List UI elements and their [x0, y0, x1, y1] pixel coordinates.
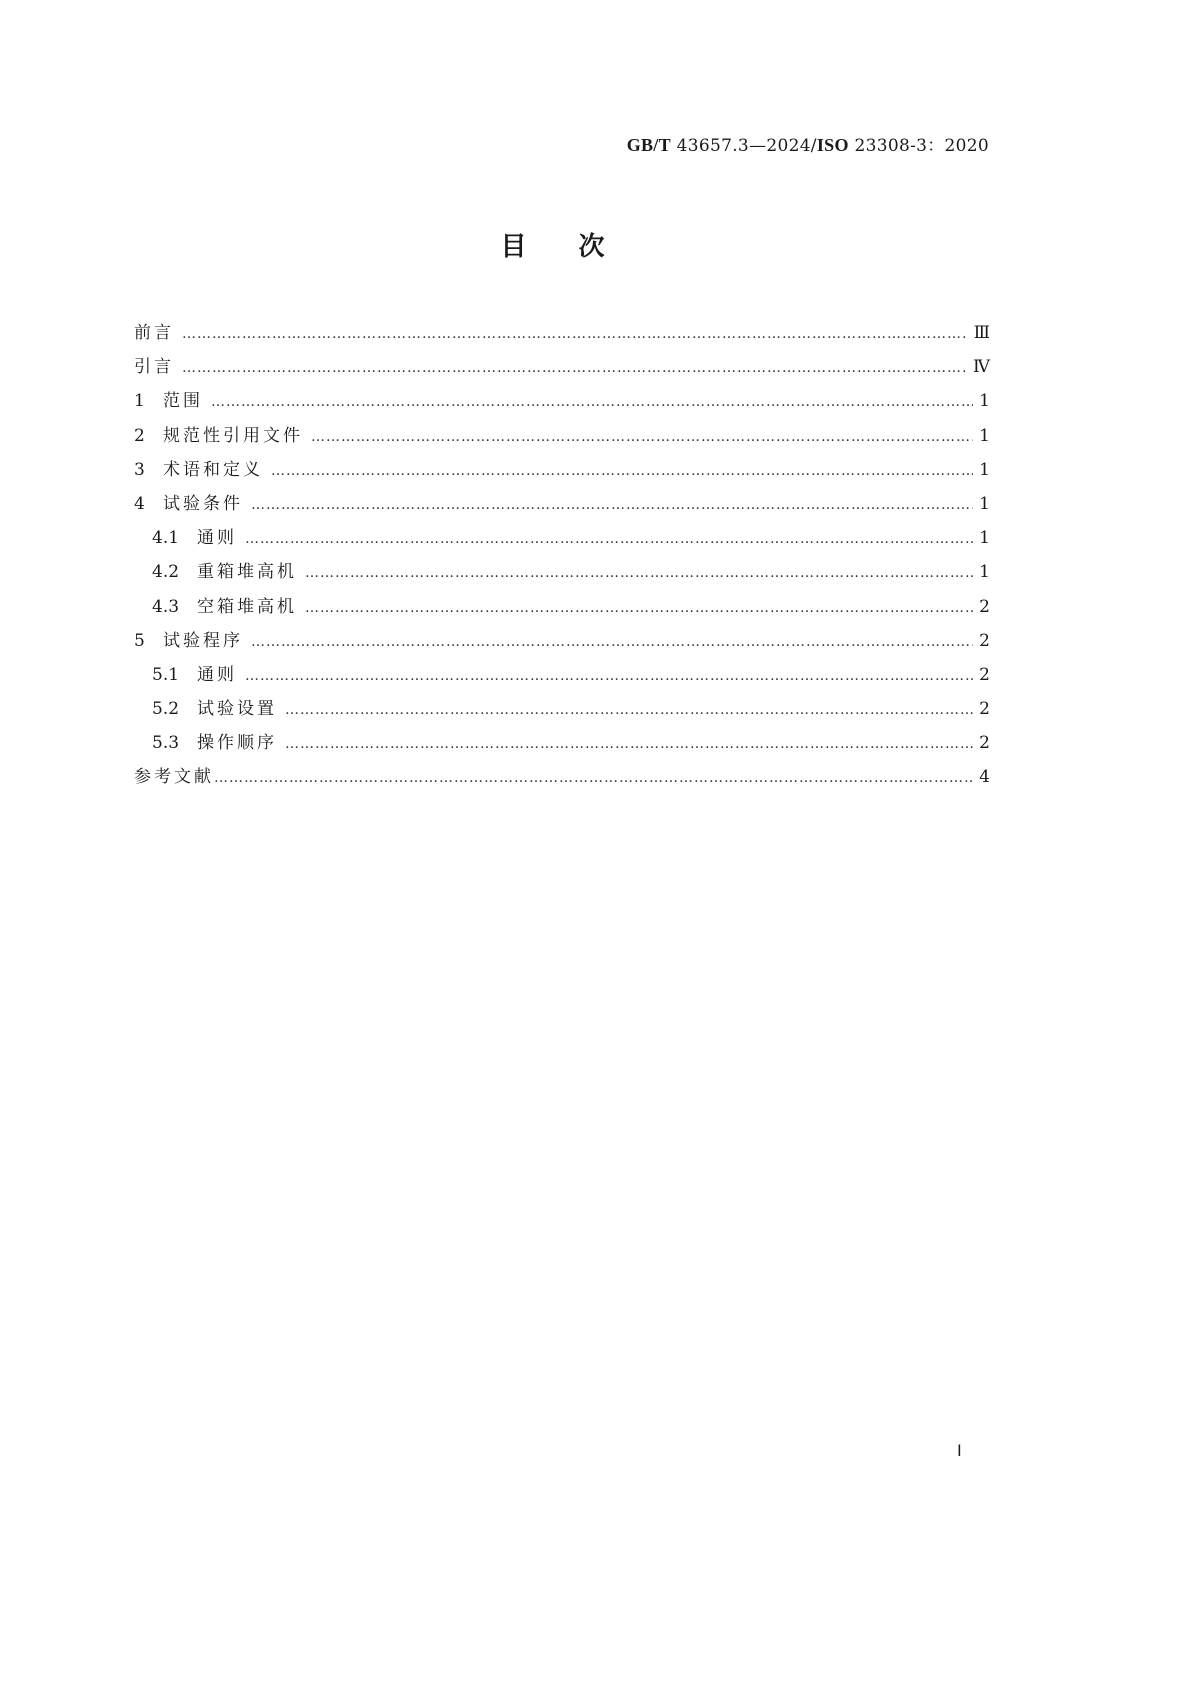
toc-entry-label: 参考文献: [134, 767, 214, 788]
toc-entry-page: Ⅲ: [973, 323, 990, 343]
toc-entry-label: 试验程序: [163, 630, 243, 651]
toc-entry[interactable]: [134, 694, 990, 728]
toc-entry-label: 引言: [134, 357, 174, 378]
toc-entry[interactable]: [134, 626, 990, 660]
toc-leader-dots: [182, 360, 967, 376]
toc-entry-number: 5: [134, 630, 145, 651]
toc-entry-page: 1: [979, 493, 990, 514]
toc-leader-dots: [251, 634, 973, 650]
toc-entry-number: 5.1: [152, 664, 180, 685]
standard-iso-prefix: ISO: [816, 135, 849, 155]
toc-leader-dots: [182, 326, 968, 342]
toc-entry-label: 操作顺序: [197, 733, 277, 754]
toc-entry[interactable]: [134, 352, 990, 386]
toc-leader-dots: [285, 702, 973, 718]
toc-entry[interactable]: [134, 386, 990, 420]
toc-entry-label: 规范性引用文件: [163, 425, 303, 446]
toc-entry[interactable]: [134, 660, 990, 694]
toc-entry-page: 1: [979, 528, 990, 549]
toc-leader-dots: [271, 463, 973, 479]
toc-entry-number: 1: [134, 391, 145, 412]
toc-entry-page: 2: [979, 596, 990, 617]
toc-entry-number: 5.2: [152, 699, 180, 720]
toc-entry[interactable]: [134, 421, 990, 455]
toc-entry[interactable]: [134, 318, 990, 352]
toc-leader-dots: [305, 565, 973, 581]
page-number: Ⅰ: [957, 1443, 962, 1460]
standard-gb-prefix: GB/T: [626, 135, 671, 155]
toc-entry[interactable]: [134, 557, 990, 591]
toc-entry[interactable]: [134, 455, 990, 489]
toc-leader-dots: [245, 668, 973, 684]
toc-entry-page: 1: [979, 425, 990, 446]
toc-leader-dots: [251, 497, 973, 513]
toc-entry-number: 5.3: [152, 733, 180, 754]
toc-entry-page: 1: [979, 391, 990, 412]
toc-leader-dots: [285, 736, 973, 752]
toc-entry-label: 通则: [197, 528, 237, 549]
toc-entry-number: 2: [134, 425, 145, 446]
standard-iso-number: 23308-3：2020: [854, 136, 989, 156]
toc-leader-dots: [214, 770, 973, 786]
toc-leader-dots: [245, 531, 973, 547]
toc-leader-dots: [211, 394, 973, 410]
toc-entry-page: 2: [979, 630, 990, 651]
toc-entry[interactable]: [134, 762, 990, 796]
toc-entry-label: 前言: [134, 323, 174, 343]
toc-entry-number: 4.2: [152, 562, 180, 583]
standard-code: [627, 131, 989, 156]
toc-leader-dots: [305, 600, 973, 616]
toc-entry-page: 2: [979, 664, 990, 685]
toc-entry-label: 试验设置: [197, 699, 277, 720]
toc-entry-label: 空箱堆高机: [197, 596, 297, 617]
toc-entry-label: 范围: [163, 391, 203, 412]
toc-entry[interactable]: [134, 592, 990, 626]
toc-entry[interactable]: [134, 489, 990, 523]
toc-leader-dots: [311, 429, 973, 445]
toc-entry-page: 2: [979, 733, 990, 754]
toc-entry-label: 术语和定义: [163, 459, 263, 480]
toc-entry-label: 试验条件: [163, 493, 243, 514]
page-title-char-2: 次: [578, 232, 605, 262]
toc-entry[interactable]: [134, 523, 990, 557]
toc-entry-page: 1: [979, 562, 990, 583]
toc-entry-label: 通则: [197, 664, 237, 685]
toc-entry-page: 1: [979, 459, 990, 480]
toc-entry-page: 4: [979, 767, 990, 788]
toc-entry-label: 重箱堆高机: [197, 562, 297, 583]
toc-entry-number: 4: [134, 493, 145, 514]
page-title-char-1: 目: [500, 232, 527, 262]
toc-entry-number: 4.3: [152, 596, 180, 617]
toc-entry-page: Ⅳ: [973, 357, 990, 378]
toc-entry-number: 4.1: [152, 528, 180, 549]
toc-entry-page: 2: [979, 699, 990, 720]
toc-entry-number: 3: [134, 459, 145, 480]
standard-gb-number: 43657.3—2024/: [676, 136, 817, 156]
page-title: [0, 226, 1105, 263]
table-of-contents: [134, 318, 990, 797]
toc-entry[interactable]: [134, 728, 990, 762]
